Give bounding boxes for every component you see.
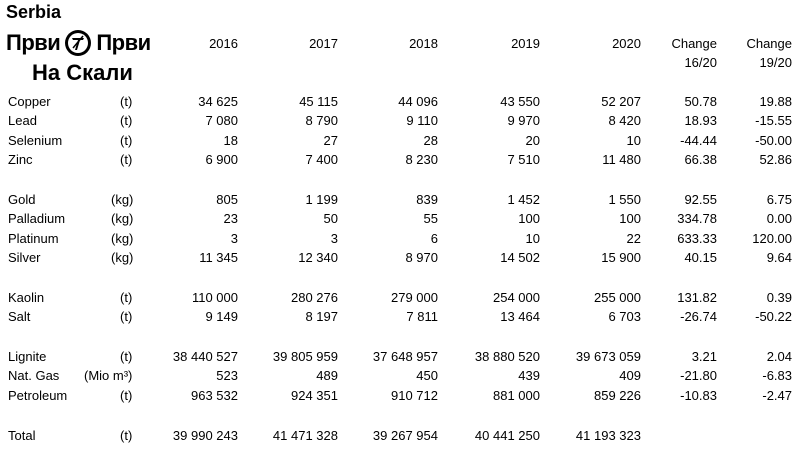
logo-word-left: Први [6,30,61,55]
table-cell: 22 [626,231,641,246]
row-label: Gold [8,192,36,207]
table-cell: 439 [518,368,540,383]
table-cell: 859 226 [594,388,641,403]
row-unit: (Mio m³) [84,368,133,383]
logo [6,26,151,60]
table-cell: 254 000 [493,290,540,305]
table-cell: 38 880 520 [474,349,540,364]
change-cell: 131.82 [677,290,717,305]
row-unit: (t) [120,133,133,148]
table-cell: 38 440 527 [172,349,238,364]
table-cell: 28 [423,133,438,148]
table-cell: 8 230 [405,152,438,167]
table-cell: 8 790 [305,113,338,128]
row-unit: (t) [120,94,133,109]
column-header-change: Change [746,36,792,51]
table-cell: 43 550 [500,94,540,109]
change-cell: 120.00 [752,231,792,246]
table-cell: 41 471 328 [272,428,338,443]
table-cell: 8 420 [608,113,641,128]
row-unit: (t) [120,349,133,364]
change-cell: 3.21 [691,349,717,364]
table-cell: 8 197 [305,309,338,324]
row-label: Silver [8,250,41,265]
change-cell: 50.78 [684,94,717,109]
table-cell: 523 [216,368,238,383]
column-header-year: 2019 [511,36,540,51]
table-cell: 11 345 [199,250,238,265]
row-label: Selenium [8,133,63,148]
table-cell: 40 441 250 [474,428,540,443]
row-label: Palladium [8,211,66,226]
table-cell: 9 110 [406,113,438,128]
row-unit: (kg) [111,250,134,265]
row-label: Total [8,428,36,443]
table-cell: 7 400 [305,152,338,167]
row-unit: (t) [120,152,133,167]
row-unit: (kg) [111,231,134,246]
row-label: Nat. Gas [8,368,60,383]
table-cell: 11 480 [602,152,641,167]
table-cell: 3 [330,231,338,246]
table-cell: 110 000 [191,290,238,305]
logo-subtitle: На Скали [32,60,133,85]
table-cell: 9 149 [205,309,238,324]
table-cell: 910 712 [391,388,438,403]
column-header-year: 2016 [209,36,238,51]
table-cell: 10 [626,133,641,148]
table-cell: 7 080 [205,113,238,128]
change-cell: 2.04 [766,349,792,364]
table-cell: 23 [223,211,238,226]
table-cell: 6 [430,231,438,246]
column-header-change-period: 19/20 [759,55,792,70]
change-cell: 0.00 [766,211,792,226]
change-cell: -6.83 [762,368,792,383]
row-label: Platinum [8,231,59,246]
column-header-year: 2018 [409,36,438,51]
table-cell: 39 673 059 [575,349,641,364]
column-header-year: 2017 [309,36,338,51]
row-label: Salt [8,309,31,324]
table-cell: 279 000 [391,290,438,305]
table-cell: 1 550 [608,192,641,207]
table-cell: 27 [323,133,338,148]
row-unit: (t) [120,309,133,324]
change-cell: 92.55 [684,192,717,207]
table-cell: 805 [216,192,238,207]
change-cell: 18.93 [684,113,717,128]
row-unit: (kg) [111,211,134,226]
table-cell: 41 193 323 [575,428,641,443]
column-header-change: Change [671,36,717,51]
table-cell: 10 [525,231,540,246]
table-cell: 7 510 [507,152,540,167]
logo-word-right: Први [96,30,151,55]
table-cell: 34 625 [198,94,238,109]
country-title: Serbia [6,2,62,22]
table-cell: 18 [223,133,238,148]
pickaxe-emblem-icon [63,28,93,58]
row-label: Lignite [8,349,47,364]
change-cell: 66.38 [684,152,717,167]
row-unit: (t) [120,428,133,443]
table-cell: 39 267 954 [372,428,438,443]
table-cell: 14 502 [500,250,540,265]
row-label: Copper [8,94,51,109]
change-cell: -50.22 [755,309,792,324]
table-cell: 924 351 [291,388,338,403]
table-cell: 13 464 [500,309,540,324]
table-cell: 100 [518,211,540,226]
table-cell: 55 [423,211,438,226]
table-cell: 20 [525,133,540,148]
change-cell: -26.74 [680,309,717,324]
row-label: Kaolin [8,290,45,305]
table-cell: 37 648 957 [372,349,438,364]
table-cell: 7 811 [406,309,438,324]
table-cell: 50 [323,211,338,226]
change-cell: -44.44 [680,133,717,148]
row-unit: (t) [120,388,133,403]
table-cell: 450 [416,368,438,383]
row-unit: (kg) [111,192,134,207]
table-cell: 963 532 [191,388,238,403]
table-cell: 489 [316,368,338,383]
row-unit: (t) [120,113,133,128]
row-unit: (t) [120,290,133,305]
change-cell: -15.55 [755,113,792,128]
table-cell: 9 970 [507,113,540,128]
change-cell: 52.86 [759,152,792,167]
row-label: Lead [8,113,37,128]
change-cell: 9.64 [766,250,792,265]
table-cell: 15 900 [601,250,641,265]
table-cell: 280 276 [291,290,338,305]
column-header-year: 2020 [612,36,641,51]
table-cell: 1 452 [507,192,540,207]
table-cell: 12 340 [298,250,338,265]
table-cell: 881 000 [493,388,540,403]
row-label: Petroleum [8,388,68,403]
column-header-change-period: 16/20 [684,55,717,70]
change-cell: -50.00 [755,133,792,148]
change-cell: -10.83 [680,388,717,403]
change-cell: 0.39 [766,290,792,305]
change-cell: 19.88 [759,94,792,109]
table-cell: 409 [619,368,641,383]
change-cell: 633.33 [677,231,717,246]
table-cell: 839 [416,192,438,207]
change-cell: 40.15 [684,250,717,265]
table-cell: 8 970 [405,250,438,265]
table-cell: 45 115 [299,94,338,109]
row-label: Zinc [8,152,33,167]
table-cell: 6 703 [608,309,641,324]
change-cell: -21.80 [680,368,717,383]
change-cell: 6.75 [766,192,792,207]
table-cell: 255 000 [594,290,641,305]
table-cell: 1 199 [305,192,338,207]
table-cell: 6 900 [205,152,238,167]
table-cell: 100 [619,211,641,226]
change-cell: -2.47 [762,388,792,403]
table-cell: 52 207 [601,94,641,109]
change-cell: 334.78 [677,211,717,226]
table-cell: 39 805 959 [272,349,338,364]
table-cell: 3 [230,231,238,246]
table-cell: 44 096 [398,94,438,109]
table-cell: 39 990 243 [172,428,238,443]
